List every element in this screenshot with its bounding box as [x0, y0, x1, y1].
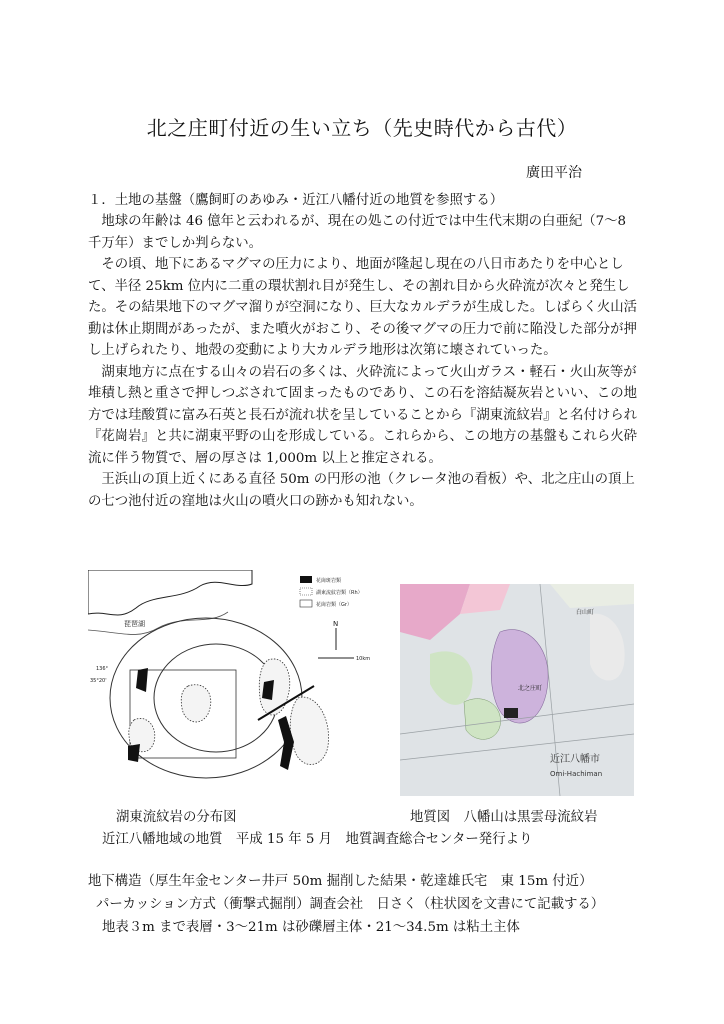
subsurface-line-3: 地表３m まで表層・3〜21m は砂礫層主体・21〜34.5m は粘土主体	[102, 920, 520, 935]
paragraph-3: 湖東地方に点在する山々の岩石の多くは、火砕流によって火山ガラス・軽石・火山灰等が堆積し熱と重さで押しつぶされて固まったものであり、この石を溶結凝灰岩といい、この地方では珪酸質に富み石英と長石が流れ状を呈していることから『湖東流紋岩』と名付けられ『花崗岩』と共に湖東平野の山を形成している。これらから、この地方の基盤もこれら火砕流に伴う物質で、層の厚さは 1,000m 以上と推定される。	[88, 364, 638, 466]
geological-map	[400, 584, 634, 796]
geology-map-drawing	[400, 584, 634, 796]
caption-source: 近江八幡地域の地質 平成 15 年 5 月 地質調査総合センター発行より	[102, 832, 533, 847]
subsurface-structure	[88, 870, 648, 939]
rhyolite-distribution-map	[88, 570, 373, 792]
paragraph-4: 王浜山の頂上近くにある直径 50m の円形の池（クレータ池の看板）や、北之庄山の頂上の七つ池付近の窪地は火山の噴火口の跡かも知れない。	[88, 472, 635, 509]
caption-right-figure: 地質図 八幡山は黒雲母流紋岩	[410, 810, 598, 825]
author-name: 廣田平治	[526, 165, 582, 181]
longitude-label: 136°	[96, 666, 109, 672]
place-kitanosho: 北之庄町	[518, 685, 543, 692]
page-title: 北之庄町付近の生い立ち（先史時代から古代）	[146, 116, 578, 140]
place-omihachiman: 近江八幡市	[550, 754, 600, 765]
legend-item-1: 花崗斑岩類	[316, 578, 342, 584]
paragraph-2: その頃、地下にあるマグマの圧力により、地面が隆起し現在の八日市あたりを中心として、半径 25km 位内に二重の環状割れ目が発生し、その割れ目から火砕流が次々と発生した。その結果地下のマグマ溜りが空洞になり、巨大なカルデラが生成した。しばらく火山活動は休止期間があったが、また噴火がおこり、その後マグマの圧力で前に陥没した部分が押し上げられたり、地殻の変動により大カルデラ地形は次第に壊されていった。	[88, 257, 638, 358]
latitude-label: 35°20'	[90, 678, 107, 684]
north-label: N	[333, 620, 339, 628]
place-hakusan: 白山町	[576, 609, 595, 616]
paragraph-1: 地球の年齢は 46 億年と云われるが、現在の処この付近では中生代末期の白亜紀（7〜8 千万年）までしか判らない。	[88, 214, 627, 251]
legend-item-3: 花崗岩類（Gr）	[316, 602, 352, 608]
caption-left-figure: 湖東流紋岩の分布図	[116, 810, 237, 825]
place-omihachiman-romaji: Omi-Hachiman	[550, 770, 603, 778]
legend-item-2: 湖東流紋岩類（Rh）	[316, 590, 363, 596]
scale-label: 10km	[356, 656, 371, 662]
lake-label: 琵琶湖	[124, 620, 145, 628]
section-heading: １．土地の基盤（鷹飼町のあゆみ・近江八幡付近の地質を参照する）	[88, 193, 504, 208]
subsurface-line-1: 地下構造（厚生年金センター井戸 50m 掘削した結果・乾達雄氏宅 東 15m 付近）	[88, 874, 593, 889]
rhyolite-map-drawing	[88, 570, 373, 792]
subsurface-line-2: パーカッション方式（衝撃式掘削）調査会社 日さく（柱状図を文書にて記載する）	[96, 897, 605, 912]
body-text	[88, 211, 640, 512]
